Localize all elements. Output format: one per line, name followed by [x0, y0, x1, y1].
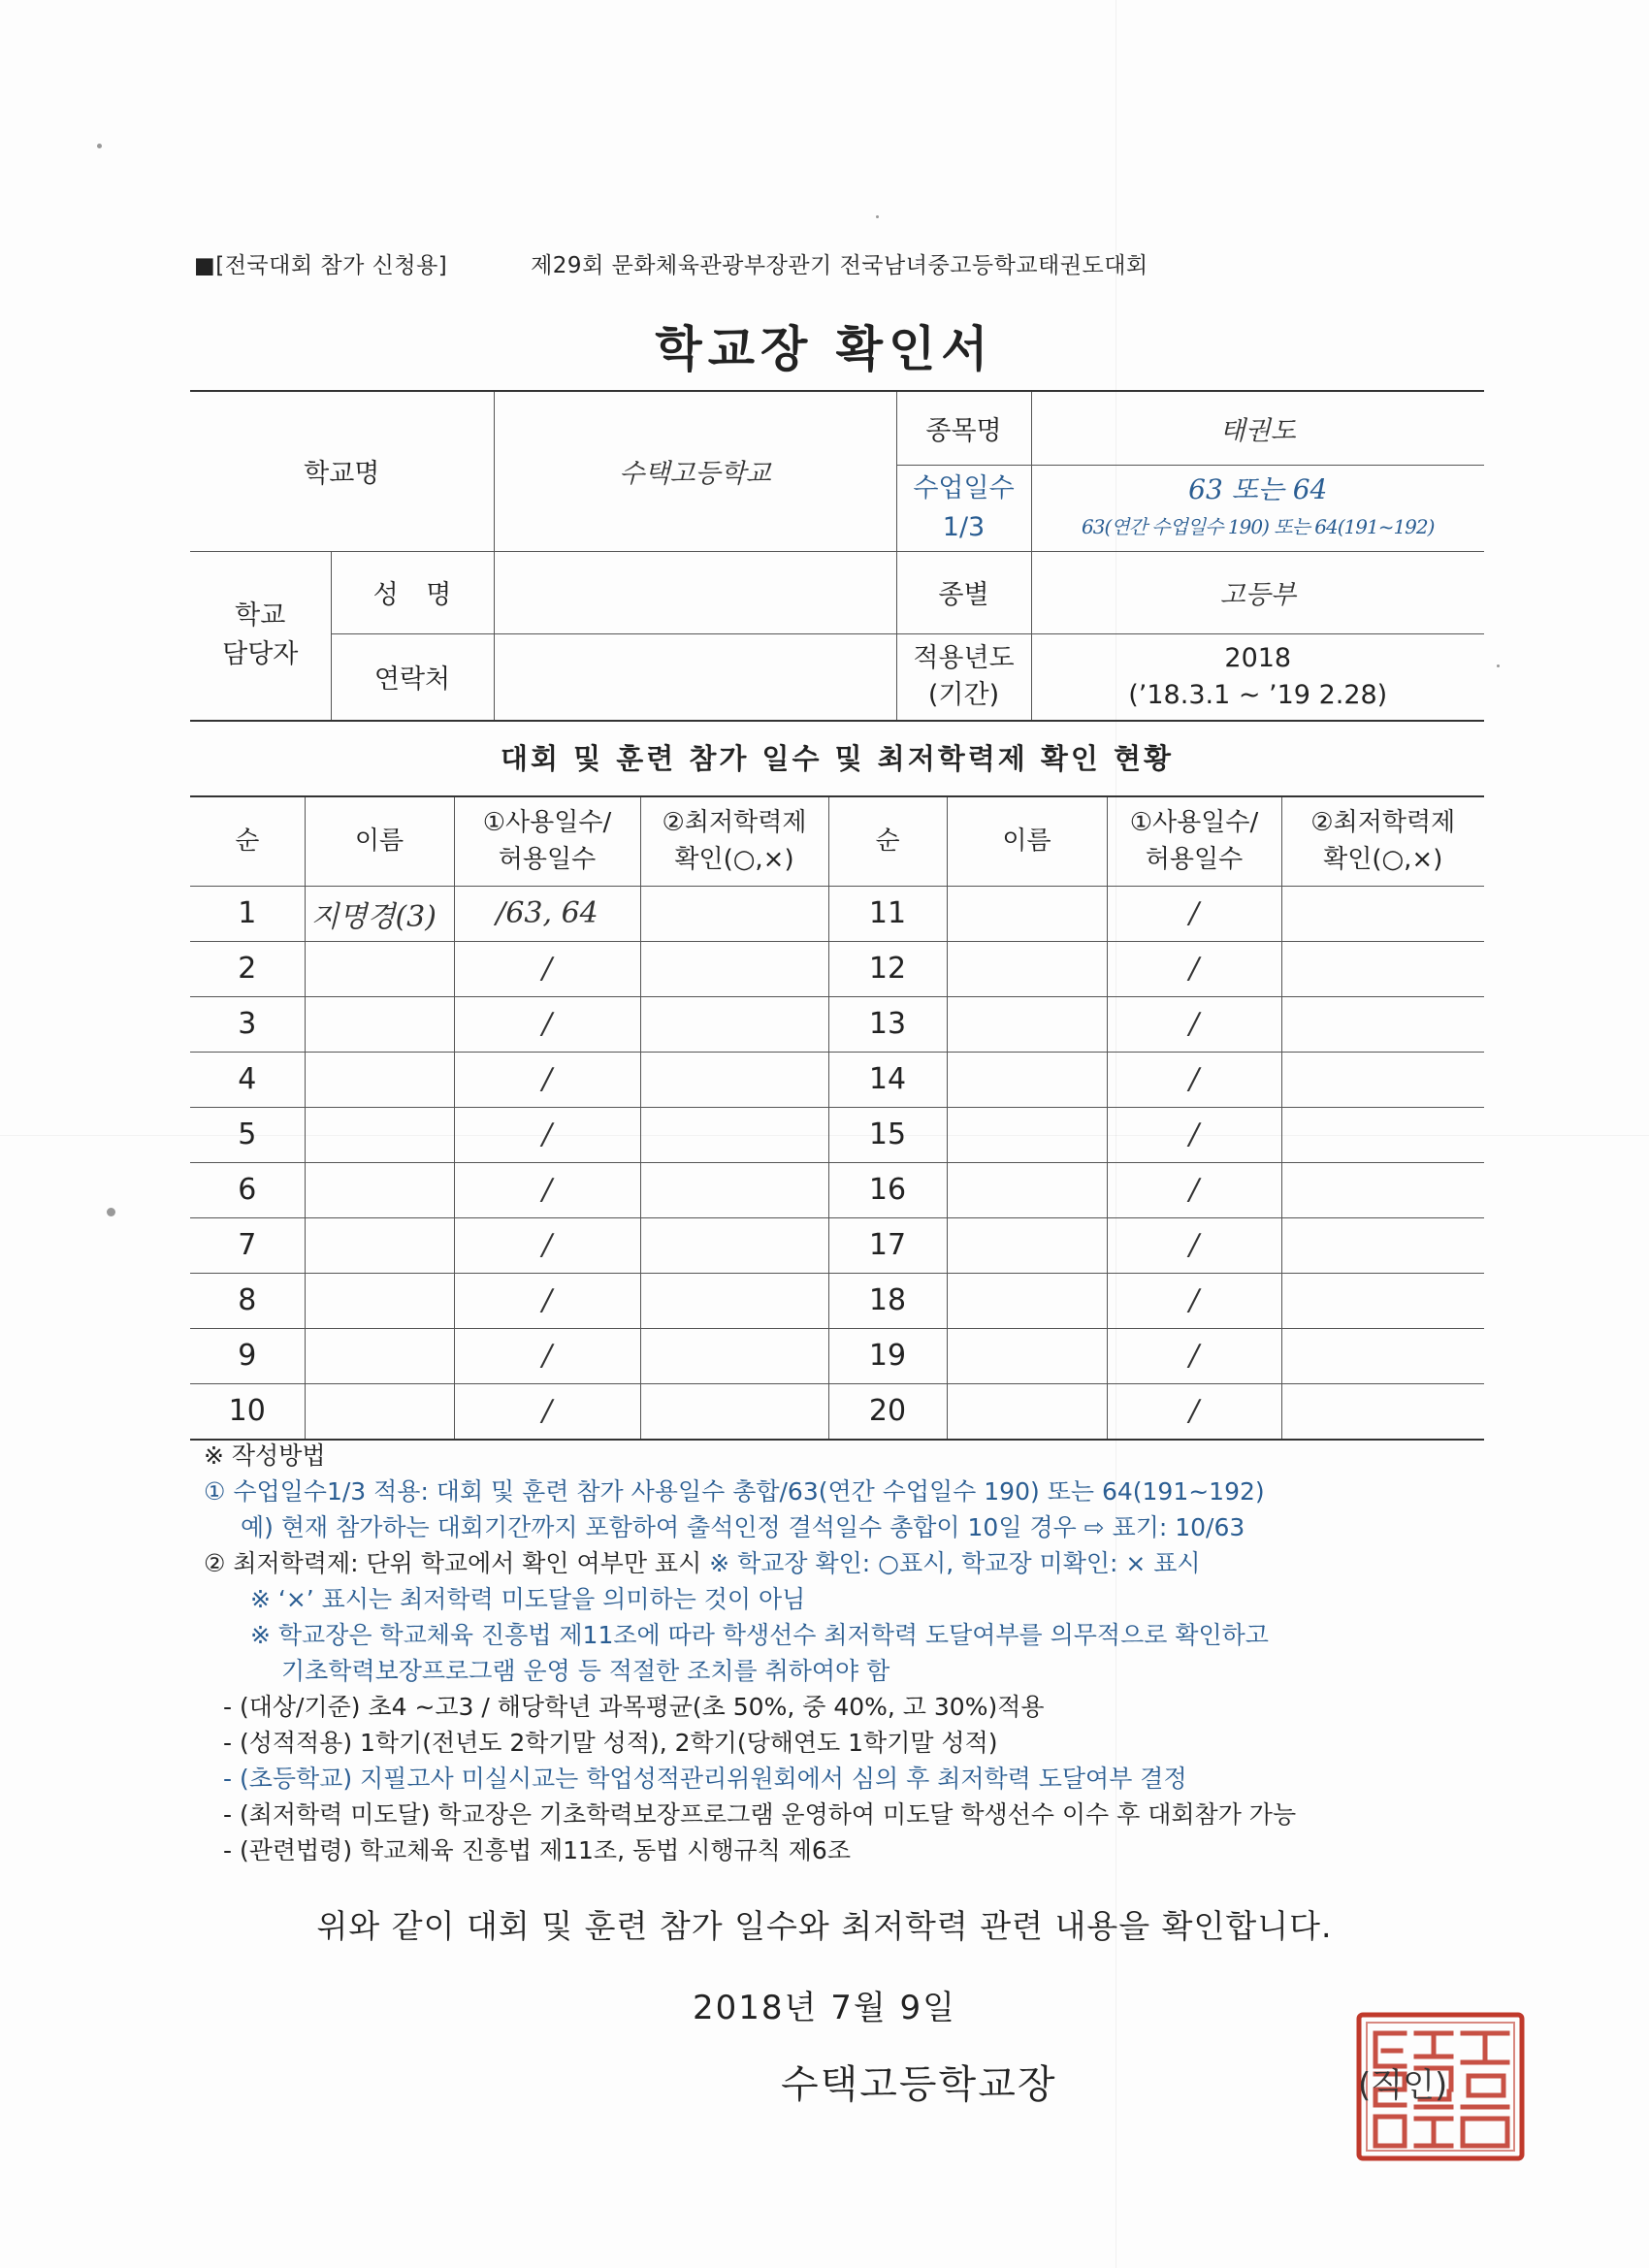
days-used: / — [1107, 1217, 1281, 1273]
row-number: 19 — [828, 1328, 947, 1383]
table-row — [190, 886, 1484, 941]
min-academic-check — [640, 1217, 828, 1273]
min-academic-check — [1281, 996, 1484, 1052]
instruction-note-x: ※ ‘×’ 표시는 최저학력 미도달을 의미하는 것이 아님 — [250, 1585, 806, 1613]
min-academic-check — [1281, 1052, 1484, 1107]
class-days-value — [1031, 465, 1484, 551]
min-academic-check — [640, 941, 828, 996]
days-used: / — [1107, 1273, 1281, 1328]
days-used: / — [454, 1107, 640, 1162]
days-used: / — [454, 1328, 640, 1383]
row-number: 2 — [190, 941, 305, 996]
document-header — [194, 247, 1148, 279]
col-header-days — [454, 796, 640, 886]
min-academic-check — [640, 996, 828, 1052]
instruction-not-reached: - (최저학력 미도달) 학교장은 기초학력보장프로그램 운영하여 미도달 학생선수 이수 후 대회참가 가능 — [223, 1800, 1297, 1829]
year-label — [896, 633, 1031, 721]
days-used: / — [1107, 941, 1281, 996]
table-row — [190, 1162, 1484, 1217]
min-academic-check — [640, 1383, 828, 1440]
school-manager-label — [190, 551, 331, 721]
instruction-law: - (관련법령) 학교체육 진흥법 제11조, 동법 시행규칙 제6조 — [223, 1836, 851, 1864]
min-academic-check — [640, 886, 828, 941]
days-used: / — [454, 1217, 640, 1273]
student-name — [305, 1107, 454, 1162]
col-header-days-1: ①사용일수/ — [1129, 808, 1259, 838]
min-academic-check — [640, 1162, 828, 1217]
division-value: 고등부 — [1031, 551, 1484, 633]
instruction-2 — [204, 1545, 1484, 1581]
table-row — [190, 1383, 1484, 1440]
instruction-note-law: ※ 학교장은 학교체육 진흥법 제11조에 따라 학생선수 최저학력 도달여부를 의무적으로 확인하고 — [250, 1621, 1269, 1649]
row-number: 9 — [190, 1328, 305, 1383]
col-header-no: 순 — [190, 796, 305, 886]
manager-name-field — [494, 551, 896, 633]
table-row — [190, 1107, 1484, 1162]
student-name — [305, 996, 454, 1052]
table-row — [190, 1217, 1484, 1273]
min-academic-check — [640, 1273, 828, 1328]
application-tag: ■[전국대회 참가 신청용] — [194, 253, 448, 278]
col-header-days-2: 허용일수 — [498, 845, 597, 875]
row-number: 11 — [828, 886, 947, 941]
division-label: 종별 — [896, 551, 1031, 633]
event-label: 종목명 — [896, 391, 1031, 465]
min-academic-check — [1281, 1162, 1484, 1217]
student-name — [305, 1273, 454, 1328]
min-academic-check — [1281, 941, 1484, 996]
section-title: 대회 및 훈련 참가 일수 및 최저학력제 확인 현황 — [500, 742, 1175, 775]
min-academic-check — [1281, 1107, 1484, 1162]
row-number: 10 — [190, 1383, 305, 1440]
class-days-main: 63 또는 64 — [1188, 472, 1328, 505]
row-number: 1 — [190, 886, 305, 941]
days-used: / — [1107, 1328, 1281, 1383]
contact-field — [494, 633, 896, 721]
student-name — [947, 1217, 1107, 1273]
days-used: / — [454, 941, 640, 996]
student-name — [947, 1328, 1107, 1383]
class-days-label-line2: 1/3 — [942, 511, 986, 542]
min-academic-check — [640, 1107, 828, 1162]
days-used: /63, 64 — [454, 886, 640, 941]
row-number: 7 — [190, 1217, 305, 1273]
event-name: 제29회 문화체육관광부장관기 전국남녀중고등학교태권도대회 — [531, 253, 1148, 278]
instruction-2-note: ※ 학교장 확인: ○표시, 학교장 미확인: × 표시 — [709, 1549, 1201, 1577]
days-used: / — [454, 996, 640, 1052]
principal-title: 수택고등학교장 — [781, 2062, 1057, 2107]
speck — [97, 144, 102, 148]
manager-label-line2: 담당자 — [222, 639, 299, 670]
student-name — [947, 1162, 1107, 1217]
manager-label-line1: 학교 — [235, 600, 286, 632]
student-name — [947, 1273, 1107, 1328]
instruction-1: ① 수업일수1/3 적용: 대회 및 훈련 참가 사용일수 총합/63(연간 수업일수 190) 또는 64(191~192) — [204, 1477, 1265, 1506]
col-header-check — [1281, 796, 1484, 886]
row-number: 17 — [828, 1217, 947, 1273]
days-used: / — [1107, 1107, 1281, 1162]
table-row — [190, 996, 1484, 1052]
row-number: 14 — [828, 1052, 947, 1107]
year-value-line2: (’18.3.1 ~ ’19 2.28) — [1128, 679, 1388, 710]
contact-label: 연락처 — [331, 633, 494, 721]
year-label-line2: (기간) — [927, 679, 1000, 710]
min-academic-check — [1281, 1217, 1484, 1273]
days-used: / — [454, 1052, 640, 1107]
event-value: 태권도 — [1031, 391, 1484, 465]
instruction-grades: - (성적적용) 1학기(전년도 2학기말 성적), 2학기(당해연도 1학기말 성적) — [223, 1729, 998, 1757]
col-header-days — [1107, 796, 1281, 886]
year-value-line1: 2018 — [1224, 642, 1292, 673]
row-number: 5 — [190, 1107, 305, 1162]
min-academic-check — [1281, 886, 1484, 941]
table-row — [190, 1273, 1484, 1328]
school-name-value: 수택고등학교 — [494, 391, 896, 551]
row-number: 6 — [190, 1162, 305, 1217]
table-row — [190, 1052, 1484, 1107]
days-used: / — [1107, 886, 1281, 941]
instruction-note-law-cont: 기초학력보장프로그램 운영 등 적절한 조치를 취하여야 함 — [281, 1657, 890, 1685]
manager-name-label: 성 명 — [331, 551, 494, 633]
days-used: / — [1107, 1162, 1281, 1217]
student-name — [947, 886, 1107, 941]
row-number: 12 — [828, 941, 947, 996]
days-used: / — [454, 1383, 640, 1440]
speck — [1497, 664, 1500, 667]
student-name — [305, 1328, 454, 1383]
student-name — [947, 1383, 1107, 1440]
seal-label: (직인) — [1358, 2066, 1448, 2105]
days-used: / — [454, 1162, 640, 1217]
col-header-no: 순 — [828, 796, 947, 886]
instruction-2-text: ② 최저학력제: 단위 학교에서 확인 여부만 표시 — [204, 1549, 710, 1577]
instruction-elementary: - (초등학교) 지필고사 미실시교는 학업성적관리위원회에서 심의 후 최저학력 도달여부 결정 — [223, 1765, 1187, 1793]
days-used: / — [1107, 1383, 1281, 1440]
student-name: 지명경(3) — [305, 886, 454, 941]
page-title: 학교장 확인서 — [655, 321, 994, 377]
student-name — [947, 1107, 1107, 1162]
year-label-line1: 적용년도 — [913, 642, 1015, 673]
row-number: 20 — [828, 1383, 947, 1440]
table-row — [190, 941, 1484, 996]
min-academic-check — [640, 1052, 828, 1107]
confirmation-statement: 위와 같이 대회 및 훈련 참가 일수와 최저학력 관련 내용을 확인합니다. — [316, 1907, 1333, 1945]
table-row — [190, 1328, 1484, 1383]
roster-table — [190, 795, 1484, 1441]
student-name — [305, 1162, 454, 1217]
col-header-name: 이름 — [305, 796, 454, 886]
days-used: / — [454, 1273, 640, 1328]
days-used: / — [1107, 996, 1281, 1052]
speck — [107, 1208, 115, 1216]
min-academic-check — [1281, 1328, 1484, 1383]
student-name — [947, 996, 1107, 1052]
student-name — [305, 1052, 454, 1107]
row-number: 13 — [828, 996, 947, 1052]
school-name-label: 학교명 — [190, 391, 494, 551]
col-header-days-2: 허용일수 — [1145, 845, 1244, 875]
year-value — [1031, 633, 1484, 721]
instructions — [204, 1438, 1484, 1868]
instruction-criteria: - (대상/기준) 초4 ~고3 / 해당학년 과목평균(초 50%, 중 40%, 고 30%)적용 — [223, 1693, 1045, 1721]
class-days-label-line1: 수업일수 — [913, 472, 1015, 503]
class-days-detail: 63(연간 수업일수 190) 또는 64(191~192) — [1082, 514, 1435, 538]
min-academic-check — [1281, 1273, 1484, 1328]
issue-date: 2018년 7월 9일 — [693, 1989, 956, 2027]
days-used: / — [1107, 1052, 1281, 1107]
student-name — [305, 1383, 454, 1440]
col-header-name: 이름 — [947, 796, 1107, 886]
min-academic-check — [1281, 1383, 1484, 1440]
row-number: 15 — [828, 1107, 947, 1162]
row-number: 3 — [190, 996, 305, 1052]
class-days-label — [896, 465, 1031, 551]
col-header-days-1: ①사용일수/ — [482, 808, 612, 838]
student-name — [305, 1217, 454, 1273]
speck — [876, 215, 879, 218]
col-header-check-2: 확인(○,×) — [674, 845, 794, 875]
col-header-check — [640, 796, 828, 886]
min-academic-check — [640, 1328, 828, 1383]
row-number: 16 — [828, 1162, 947, 1217]
school-info-table — [190, 390, 1484, 722]
student-name — [947, 941, 1107, 996]
col-header-check-2: 확인(○,×) — [1323, 845, 1443, 875]
instruction-1-example: 예) 현재 참가하는 대회기간까지 포함하여 출석인정 결석일수 총합이 10일 경우 ⇨ 표기: 10/63 — [241, 1513, 1245, 1541]
col-header-check-1: ②최저학력제 — [1310, 808, 1456, 838]
row-number: 4 — [190, 1052, 305, 1107]
student-name — [305, 941, 454, 996]
row-number: 18 — [828, 1273, 947, 1328]
col-header-check-1: ②최저학력제 — [662, 808, 807, 838]
instructions-heading: ※ 작성방법 — [204, 1442, 326, 1470]
row-number: 8 — [190, 1273, 305, 1328]
student-name — [947, 1052, 1107, 1107]
